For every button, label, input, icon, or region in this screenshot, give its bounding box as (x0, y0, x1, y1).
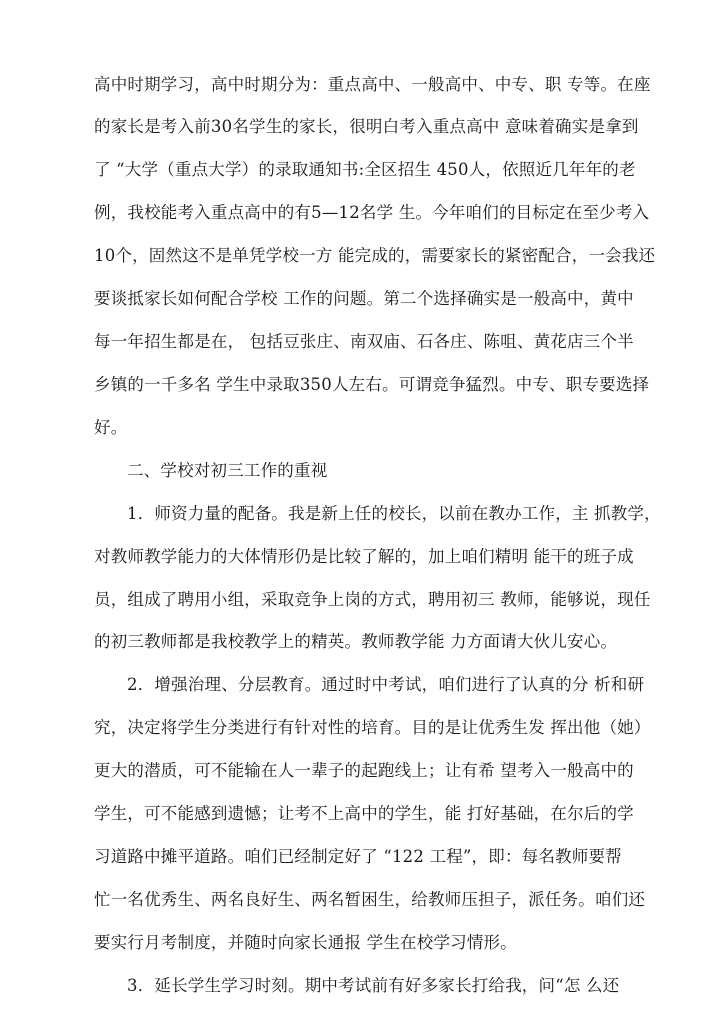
text-line: 高中时期学习，高中时期分为：重点高中、一般高中、中专、职 专等。在座 (94, 75, 651, 94)
text-line: 例，我校能考入重点高中的有5—12名学 生。今年咱们的目标定在至少考入 (94, 203, 650, 222)
text-line: 1．师资力量的配备。我是新上任的校长，以前在教办工作，主 抓教学， (127, 504, 661, 523)
text-line: 对教师教学能力的大体情形仍是比较了解的，加上咱们精明 能干的班子成 (94, 547, 634, 566)
text-line: 学生，可不能感到遗憾；让考不上高中的学生，能 打好基础，在尔后的学 (94, 804, 634, 823)
text-line: 每一年招生都是在， 包括豆张庄、南双庙、石各庄、陈咀、黄花店三个半 (94, 332, 634, 351)
text-line: 乡镇的一千多名 学生中录取350人左右。可谓竞争猛烈。中专、职专要选择 (94, 375, 650, 394)
text-line: 更大的潜质，可不能输在人一辈子的起跑线上；让有希 望考入一般高中的 (94, 761, 634, 780)
text-line: 忙一名优秀生、两名良好生、两名暂困生，给教师压担子，派任务。咱们还 (94, 890, 646, 909)
text-line: 究，决定将学生分类进行有针对性的培育。目的是让优秀生发 挥出他（她） (94, 718, 651, 737)
text-line: 要谈抵家长如何配合学校 工作的问题。第二个选择确实是一般高中，黄中 (94, 289, 634, 308)
text-line: 员，组成了聘用小组，采取竞争上岗的方式，聘用初三 教师，能够说，现任 (94, 590, 651, 609)
section-heading: 二、学校对初三工作的重视 (127, 461, 328, 480)
text-line: 2．增强治理、分层教育。通过时中考试，咱们进行了认真的分 析和研 (127, 675, 645, 694)
text-line: 的家长是考入前30名学生的家长，很明白考入重点高中 意味着确实是拿到 (94, 117, 639, 136)
text-line: 10个，固然这不是单凭学校一方 能完成的，需要家长的紧密配合，一会我还 (94, 246, 656, 265)
text-line: 好。 (94, 418, 128, 437)
text-line: 习道路中摊平道路。咱们已经制定好了 “122 工程”，即：每名教师要帮 (94, 847, 622, 866)
text-line: 要实行月考制度，并随时向家长通报 学生在校学习情形。 (94, 933, 517, 952)
text-line: 3．延长学生学习时刻。期中考试前有好多家长打给我，问“怎 么还 (127, 976, 620, 995)
text-line: 的初三教师都是我校教学上的精英。教师教学能 力方面请大伙儿安心。 (94, 632, 618, 651)
text-line: 了 “大学（重点大学）的录取通知书:全区招生 450人，依照近几年年的老 (94, 160, 636, 179)
